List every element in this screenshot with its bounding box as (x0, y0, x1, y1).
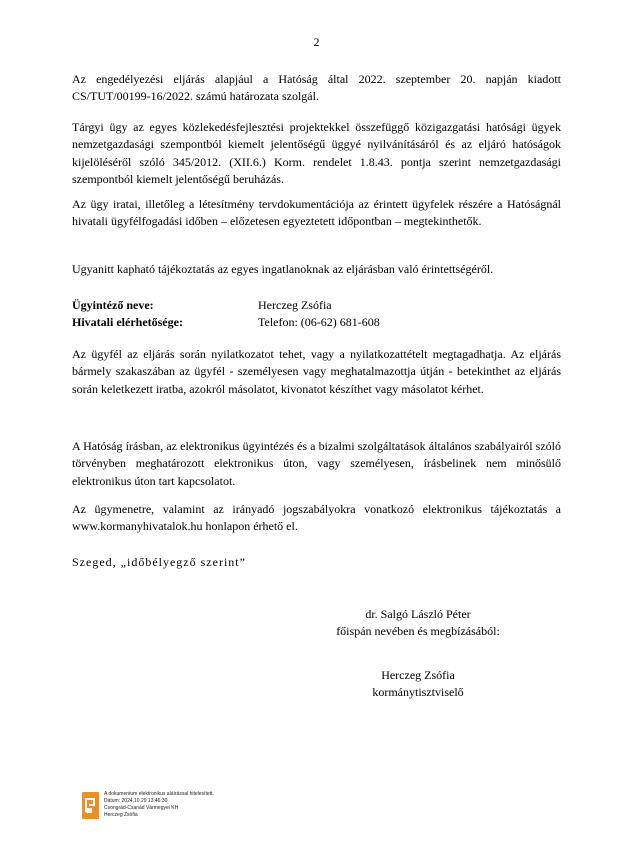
paragraph-basis: Az engedélyezési eljárás alapjául a Hatóság által 2022. szeptember 20. napján kiadott CS/TUT/00199-16/2022. számú határozata szolgál. (72, 72, 561, 104)
e-signature-logo-icon (82, 792, 99, 819)
paragraph-website: Az ügymenetre, valamint az irányadó jogszabályokra vonatkozó elektronikus tájékoztatás a www.kormanyhivatalok.hu honlapon érhető el. (72, 502, 561, 534)
signer-role: főispán nevében és megbízásából: (336, 624, 500, 638)
e-signature-stamp (82, 791, 302, 831)
contact-row-name (72, 297, 561, 314)
official-name: Herczeg Zsófia (381, 668, 455, 682)
signer-block-official (318, 667, 518, 701)
contact-row-reach (72, 314, 561, 331)
contact-reach-value: Telefon: (06-62) 681-608 (258, 315, 380, 330)
signer-name: dr. Salgó László Péter (365, 607, 471, 621)
page-number: 2 (313, 35, 320, 49)
contact-block (72, 297, 561, 332)
paragraph-subject: Tárgyi ügy az egyes közlekedésfejlesztési projektekkel összefüggő közigazgatási hatósági ügyek nemzetgazdasági szempontból kiemelt jelentőségű üggyé nyilvánításáról és az eljáró hatóságok kijelöléséről szóló 345/2012. (XII.6.) Korm. rendelet 1.8.43. pontja szerint nemzetgazdasági szempontból kiemelt jelentőségű beruházás. (72, 120, 561, 186)
contact-name-value: Herczeg Zsófia (258, 298, 332, 312)
paragraph-communication: A Hatóság írásban, az elektronikus ügyintézés és a bizalmi szolgáltatások általános szabályairól szóló törvényben meghatározott elektronikus úton, vagy személyesen, írásbelinek nem minősülő elektronikus úton tart kapcsolatot. (72, 439, 561, 488)
paragraph-rights: Az ügyfél az eljárás során nyilatkozatot tehet, vagy a nyilatkozattételt megtagadhatja. Az eljárás bármely szakaszában az ügyfél - személyesen vagy meghatalmazottja útján - betekinthet az eljárás során keletkezett iratba, azokról másolatot, kivonatot készíthet vagy másolatot kérhet. (72, 347, 561, 396)
contact-name-label: Ügyintéző neve: (72, 298, 154, 312)
stamp-line-date: Dátum: 2024.10.29 13:46:30 (104, 798, 168, 804)
contact-reach-label: Hivatali elérhetősége: (72, 315, 183, 330)
paragraph-information: Ugyanitt kapható tájékoztatás az egyes ingatlanoknak az eljárásban való érintettségéről. (72, 262, 494, 276)
stamp-line-authenticated: A dokumentum elektronikus aláírással hitelesített. (104, 791, 214, 797)
stamp-line-signer: Herczeg Zsófia (104, 812, 138, 818)
stamp-text (104, 791, 214, 819)
signer-block-authority (318, 606, 518, 640)
paragraph-documents: Az ügy iratai, illetőleg a létesítmény tervdokumentációja az érintett ügyfelek részére a Hatóságnál hivatali ügyfélfogadási időben – előzetesen egyeztetett időpontban – megtekinthetők. (72, 197, 561, 229)
official-title: kormánytisztviselő (372, 685, 464, 699)
place-date: Szeged, „időbélyegző szerint” (72, 555, 246, 569)
stamp-line-office: Csongrád-Csanád Vármegyei KH (104, 805, 179, 811)
